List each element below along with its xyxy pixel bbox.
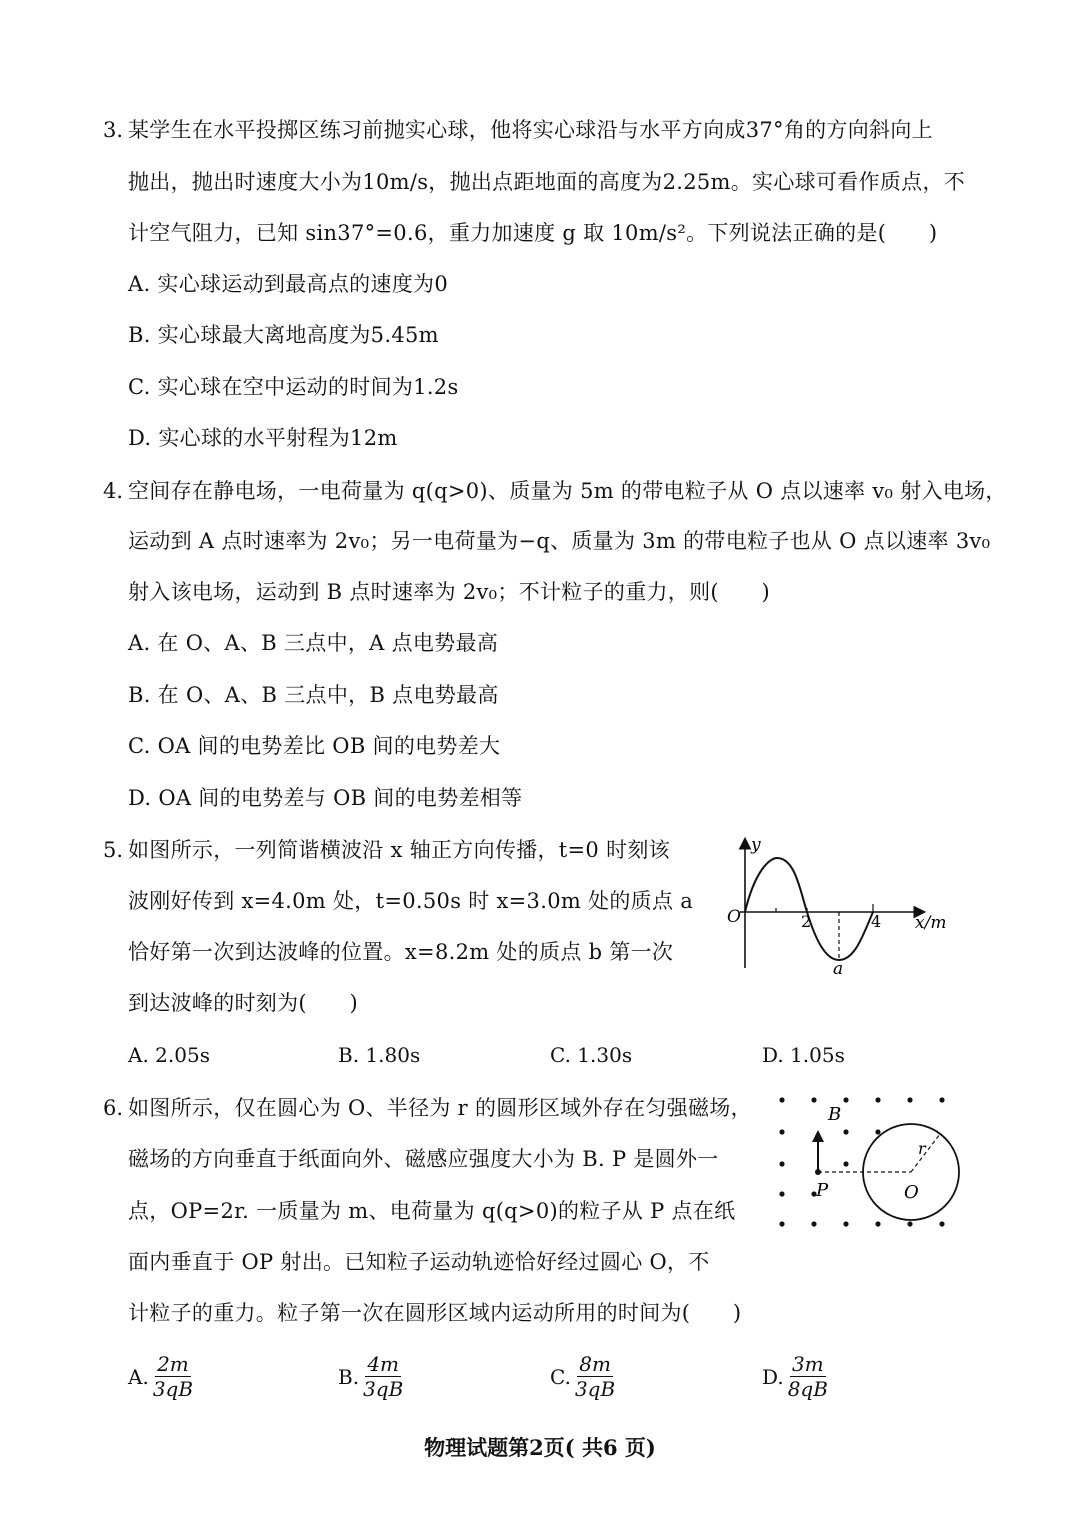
option-d: D. 实心球的水平射程为12m — [128, 426, 398, 450]
question-text-line: 某学生在水平投掷区练习前抛实心球，他将实心球沿与水平方向成37°角的方向斜向上 — [128, 118, 933, 142]
point-a-label: a — [833, 959, 844, 975]
option-b: B. 在 O、A、B 三点中，B 点电势最高 — [128, 683, 499, 707]
question-text-line: 恰好第一次到达波峰的位置。x=8.2m 处的质点 b 第一次 — [128, 940, 674, 964]
option-d: D. 1.05s — [762, 1043, 845, 1067]
question-text-line: 计粒子的重力。粒子第一次在圆形区域内运动所用的时间为( ) — [128, 1301, 742, 1325]
fraction: $\frac{2m}{3qB}$ — [152, 1352, 194, 1401]
question-number: 5. — [103, 838, 124, 862]
fraction: $\frac{8m}{3qB}$ — [574, 1352, 616, 1401]
field-dots — [779, 1097, 944, 1226]
tick-label-4: 4 — [871, 912, 882, 931]
velocity-arrowhead — [812, 1130, 824, 1142]
question-text-line: 点，OP=2r. 一质量为 m、电荷量为 q(q>0)的粒子从 P 点在纸 — [128, 1199, 736, 1223]
question-number: 6. — [103, 1096, 124, 1120]
option-b: B. 1.80s — [338, 1043, 421, 1067]
origin-label: O — [727, 907, 741, 927]
fraction: $\frac{3m}{8qB}$ — [787, 1352, 828, 1401]
label-r: r — [918, 1139, 926, 1158]
tick-label-2: 2 — [801, 912, 812, 931]
option-c: C. 实心球在空中运动的时间为1.2s — [128, 375, 459, 399]
option-c: C. OA 间的电势差比 OB 间的电势差大 — [128, 734, 501, 758]
question-text-line: 波刚好传到 x=4.0m 处，t=0.50s 时 x=3.0m 处的质点 a — [128, 889, 694, 913]
option-b: B. $\frac{4m}{3qB}$ — [338, 1352, 404, 1401]
question-text-line: 如图所示，仅在圆心为 O、半径为 r 的圆形区域外存在匀强磁场， — [128, 1096, 752, 1120]
option-a: A. 在 O、A、B 三点中，A 点电势最高 — [128, 631, 499, 655]
question-text-line: 面内垂直于 OP 射出。已知粒子运动轨迹恰好经过圆心 O，不 — [128, 1250, 710, 1274]
question-text-line: 运动到 A 点时速率为 2v₀；另一电荷量为−q、质量为 3m 的带电粒子也从 O 点以速率 3v₀ — [128, 529, 991, 553]
option-d: D. $\frac{3m}{8qB}$ — [762, 1352, 828, 1401]
label-p: P — [816, 1180, 829, 1201]
option-a: A. 2.05s — [128, 1043, 210, 1067]
wave-curve — [745, 858, 873, 960]
option-d: D. OA 间的电势差与 OB 间的电势差相等 — [128, 786, 523, 810]
question-text-line: 如图所示，一列简谐横波沿 x 轴正方向传播，t=0 时刻该 — [128, 838, 670, 862]
question-number: 4. — [103, 479, 124, 503]
page-footer: 物理试题第2页( 共6 页) — [424, 1435, 656, 1460]
y-label: y — [751, 835, 761, 855]
x-label: x/m — [915, 913, 947, 933]
label-b: B — [828, 1104, 842, 1125]
question-text-line: 到达波峰的时刻为( ) — [128, 991, 358, 1015]
option-a: A. $\frac{2m}{3qB}$ — [128, 1352, 194, 1401]
question-text-line: 磁场的方向垂直于纸面向外、磁感应强度大小为 B. P 是圆外一 — [128, 1147, 719, 1171]
fraction: $\frac{4m}{3qB}$ — [363, 1352, 404, 1401]
wave-figure — [715, 830, 965, 975]
question-text-line: 抛出，抛出时速度大小为10m/s，抛出点距地面的高度为2.25m。实心球可看作质点，不 — [128, 170, 966, 194]
option-c: C. 1.30s — [550, 1043, 633, 1067]
magnetic-field-figure — [768, 1088, 968, 1238]
question-text-line: 计空气阻力，已知 sin37°=0.6，重力加速度 g 取 10m/s²。下列说法正确的是( ) — [128, 221, 938, 245]
label-o: O — [904, 1182, 919, 1203]
option-a: A. 实心球运动到最高点的速度为0 — [128, 272, 448, 296]
question-text-line: 空间存在静电场，一电荷量为 q(q>0)、质量为 5m 的带电粒子从 O 点以速率 v₀ 射入电场， — [128, 479, 1007, 503]
option-b: B. 实心球最大离地高度为5.45m — [128, 323, 439, 347]
question-number: 3. — [103, 118, 124, 142]
option-c: C. $\frac{8m}{3qB}$ — [550, 1352, 616, 1401]
question-text-line: 射入该电场，运动到 B 点时速率为 2v₀；不计粒子的重力，则( ) — [128, 580, 770, 604]
